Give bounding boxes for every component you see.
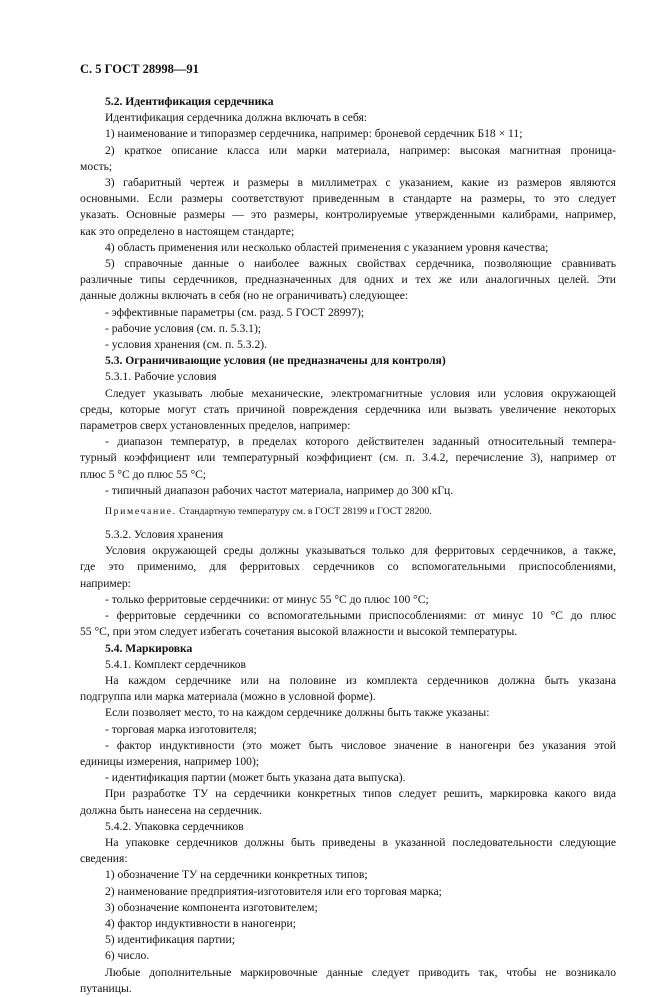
text-line: 55 °С, при этом следует избегать сочетания высокой влажности и высокой температуры. xyxy=(80,625,518,639)
text-line: - эффективные параметры (см. разд. 5 ГОСТ 28997); xyxy=(105,305,365,319)
text-line: где это применимо, для ферритовых сердечников со вспомогательными приспособлениями, xyxy=(80,560,616,574)
text-line: 5) справочные данные о наиболее важных свойствах сердечника, позволяющие сравнивать xyxy=(105,257,616,271)
text-line: Любые дополнительные маркировочные данные следует приводить так, чтобы не возникало xyxy=(105,965,616,979)
subsection-title: 5.4.1. Комплект сердечников xyxy=(105,657,247,671)
text-line: 1) наименование и типоразмер сердечника, например: броневой сердечник Б18 × 11; xyxy=(105,127,523,141)
text-line: как это определено в настоящем стандарте; xyxy=(80,224,295,238)
text-line: различные типы сердечников, предназначенных для одних и тех же или аналогичных целей. Эти xyxy=(80,273,616,287)
text-line: - только ферритовые сердечники: от минус 55 °С до плюс 100 °С; xyxy=(105,592,429,606)
list-item: 3) обозначение компонента изготовителем; xyxy=(105,900,318,914)
text-line: 4) область применения или несколько областей применения с указанием уровня качества; xyxy=(105,240,549,254)
text-line: - ферритовые сердечники со вспомогательными приспособлениями: от минус 10 °С до плюс xyxy=(105,609,616,623)
text-line: подгруппа или марка материала (можно в условной форме). xyxy=(80,690,376,704)
section-5-3-title: 5.3. Ограничивающие условия (не предназначены для контроля) xyxy=(105,354,446,368)
text-line: должна быть нанесена на сердечник. xyxy=(80,803,263,817)
list-item: 5) идентификация партии; xyxy=(105,933,235,947)
text-line: - типичный диапазон рабочих частот материала, например до 300 кГц. xyxy=(105,483,454,497)
list-item: 2) наименование предприятия-изготовителя или его торговая марка; xyxy=(105,884,442,898)
text-line: - торговая марка изготовителя; xyxy=(105,722,257,736)
section-5-2-title: 5.2. Идентификация сердечника xyxy=(105,95,274,108)
text-line: - диапазон температур, в пределах которого действителен заданный относительный темпера- xyxy=(105,435,616,449)
subsection-title: 5.4.2. Упаковка сердечников xyxy=(105,819,244,833)
text-line: плюс 5 °С до плюс 55 °С; xyxy=(80,467,207,481)
note-text: Стандартную температуру см. в ГОСТ 28199 и ГОСТ 28200. xyxy=(176,506,432,518)
text-line: например: xyxy=(80,576,131,590)
text-line: путаницы. xyxy=(80,981,132,995)
text-line: Следует указывать любые механические, электромагнитные условия или условия окружающей xyxy=(105,386,616,400)
document-page xyxy=(80,62,616,997)
text-line: - идентификация партии (может быть указана дата выпуска). xyxy=(105,771,406,785)
note xyxy=(80,505,616,519)
text-line: единицы измерения, например 100); xyxy=(80,754,260,768)
text-line: - фактор индуктивности (это может быть числовое значение в наногенри без указания этой xyxy=(105,738,616,752)
text-line: параметров сверх установленных пределов, например: xyxy=(80,419,351,433)
text-line: 3) габаритный чертеж и размеры в миллиметрах с указанием, какие из размеров являются xyxy=(105,176,616,190)
list-item: 6) число. xyxy=(105,949,150,963)
text-line: 2) краткое описание класса или марки материала, например: высокая магнитная проница- xyxy=(105,143,616,157)
list-item: 1) обозначение ТУ на сердечники конкретных типов; xyxy=(105,868,368,882)
text-line: - условия хранения (см. п. 5.3.2). xyxy=(105,338,268,352)
text-line: указать. Основные размеры — это размеры, контролируемые утвержденными калибрами, например, xyxy=(80,208,616,222)
text-line: Идентификация сердечника должна включать в себя: xyxy=(105,111,368,125)
subsection-title: 5.3.2. Условия хранения xyxy=(105,528,224,542)
text-line: На каждом сердечнике или на половине из комплекта сердечников должна быть указана xyxy=(105,673,616,687)
text-line: Условия окружающей среды должны указываться только для ферритовых сердечников, а также, xyxy=(105,544,616,558)
text-line: Если позволяет место, то на каждом сердечнике должны быть также указаны: xyxy=(105,706,490,720)
page-header: С. 5 ГОСТ 28998—91 xyxy=(80,62,199,76)
text-line: основными. Если размеры соответствуют приведенным в стандарте на размеры, то это следует xyxy=(80,192,616,206)
text-line: - рабочие условия (см. п. 5.3.1); xyxy=(105,321,262,335)
section-5-4-title: 5.4. Маркировка xyxy=(105,641,193,655)
text-line: сведения: xyxy=(80,852,128,866)
list-item: 4) фактор индуктивности в наногенри; xyxy=(105,916,296,930)
text-line: среды, которые могут стать причиной повреждения сердечника или вызвать увеличение некоторых xyxy=(80,402,616,416)
note-label: Примечание. xyxy=(105,506,177,518)
text-line: данные должны включать в себя (но не ограничивать) следующее: xyxy=(80,289,409,303)
text-line: мость; xyxy=(80,159,113,173)
subsection-title: 5.3.1. Рабочие условия xyxy=(105,370,217,384)
text-line: При разработке ТУ на сердечники конкретных типов следует решить, маркировка какого вида xyxy=(105,787,616,801)
text-line: На упаковке сердечников должны быть приведены в указанной последовательности следующие xyxy=(105,835,616,849)
text-line: турный коэффициент или температурный коэффициент (см. п. 3.4.2, перечисление 3), например от xyxy=(80,451,616,465)
